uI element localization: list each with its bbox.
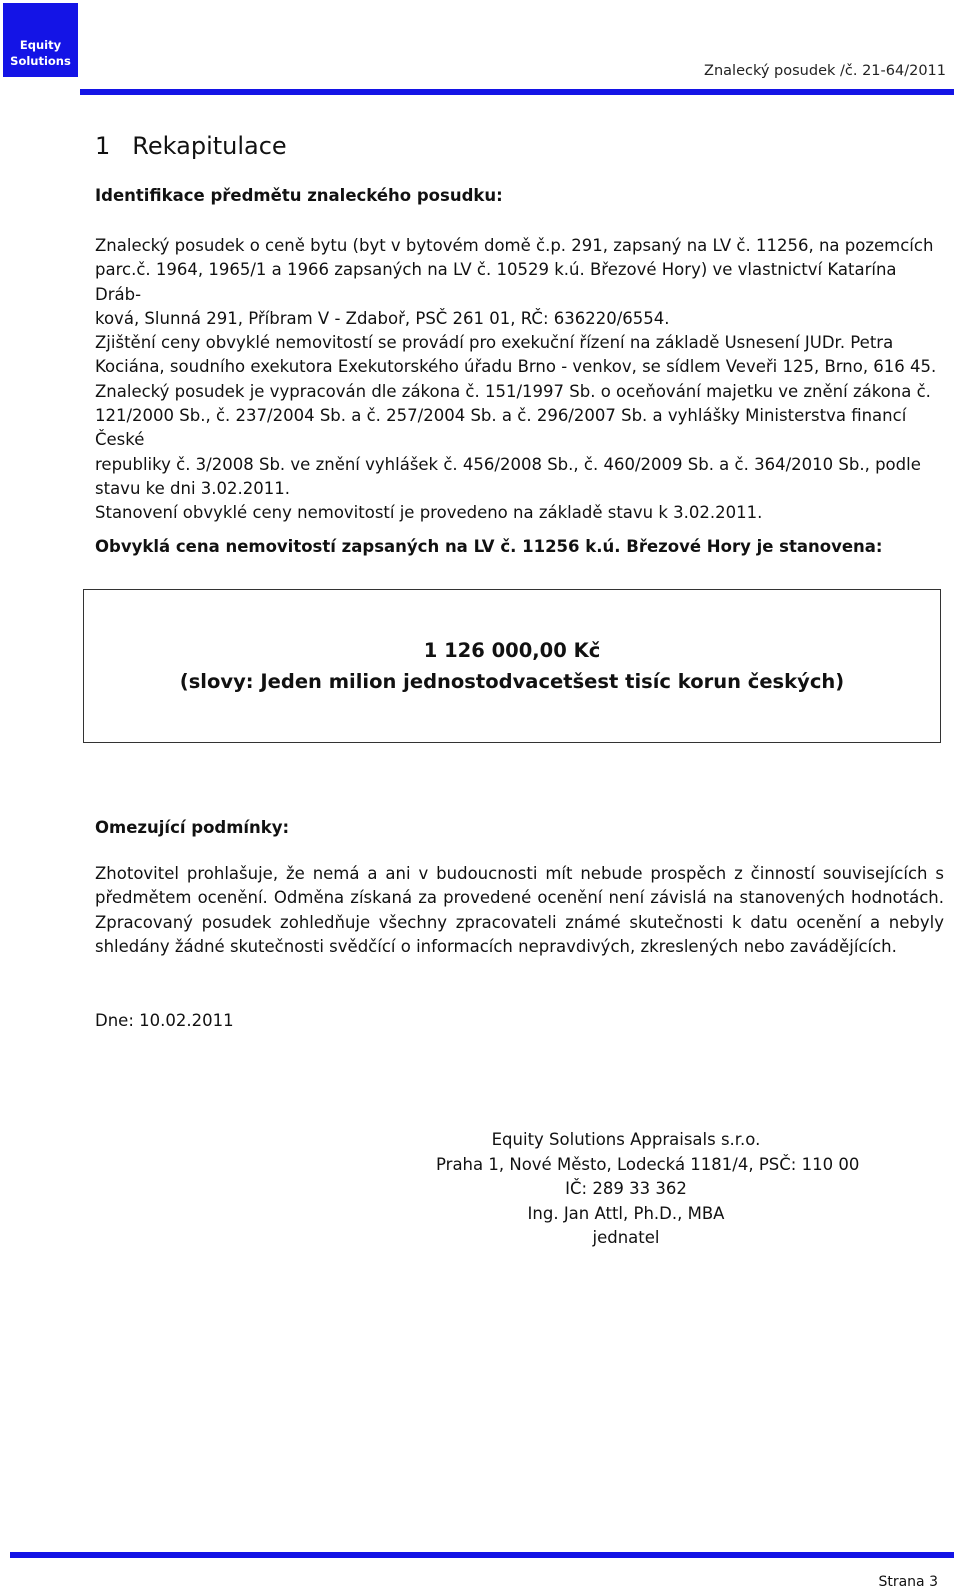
signature-block <box>436 1128 860 1251</box>
signature-ic: IČ: 289 33 362 <box>565 1179 687 1198</box>
section-heading <box>95 132 287 160</box>
identification-line: Znalecký posudek je vypracován dle zákona č. 151/1997 Sb. o oceňování majetku ve znění zákona č. <box>95 381 931 401</box>
identification-line: Kociána, soudního exekutora Exekutorského úřadu Brno - venkov, se sídlem Veveři 125, Brno, 616 45. <box>95 357 937 377</box>
limitations-heading: Omezující podmínky: <box>95 818 290 837</box>
company-logo <box>3 3 78 77</box>
identification-line: ková, Slunná 291, Příbram V - Zdaboř, PSČ 261 01, RČ: 636220/6554. <box>95 308 670 328</box>
signature-address: Praha 1, Nové Město, Lodecká 1181/4, PSČ: 110 00 <box>436 1154 860 1174</box>
limitations-text: Zhotovitel prohlašuje, že nemá a ani v budoucnosti mít nebude prospěch z činností souvisejících s předmětem ocenění. Odměna získaná za provedené ocenění není závislá na stanovených hodnotách. Zpracovaný posudek zohledňuje všechny zpracovateli známé skutečnosti k datu ocenění a nebyly shledány žádné skutečnosti svědčící o informacích nepravdivých, zkreslených nebo zavádějících. <box>95 864 944 956</box>
page-number: Strana 3 <box>878 1574 938 1590</box>
valuation-in-words: (slovy: Jeden milion jednostodvacetšest tisíc korun českých) <box>179 670 845 693</box>
identification-heading: Identifikace předmětu znaleckého posudku: <box>95 186 503 205</box>
logo-line-1: Equity <box>19 38 62 52</box>
identification-line: parc.č. 1964, 1965/1 a 1966 zapsaných na LV č. 10529 k.ú. Březové Hory) ve vlastnictví Katarína Dráb- <box>95 260 897 304</box>
identification-line: Znalecký posudek o ceně bytu (byt v bytovém domě č.p. 291, zapsaný na LV č. 11256, na pozemcích <box>95 236 934 255</box>
signature-company: Equity Solutions Appraisals s.r.o. <box>491 1130 761 1149</box>
header-rule <box>80 89 954 95</box>
logo-line-2: Solutions <box>10 54 71 68</box>
date-line: Dne: 10.02.2011 <box>95 1011 234 1030</box>
section-title: Rekapitulace <box>132 132 287 160</box>
identification-line: Stanovení obvyklé ceny nemovitostí je provedeno na základě stavu k 3.02.2011. <box>95 503 763 523</box>
identification-line: Zjištění ceny obvyklé nemovitostí se provádí pro exekuční řízení na základě Usnesení JUDr. Petra <box>95 333 894 353</box>
footer-rule <box>10 1552 954 1558</box>
identification-text <box>95 234 944 526</box>
identification-line: stavu ke dni 3.02.2011. <box>95 478 290 498</box>
document-reference: Znalecký posudek /č. 21-64/2011 <box>704 63 946 79</box>
valuation-amount: 1 126 000,00 Kč <box>423 639 601 662</box>
identification-line: 121/2000 Sb., č. 237/2004 Sb. a č. 257/2004 Sb. a č. 296/2007 Sb. a vyhlášky Ministerstva financí České <box>95 406 907 450</box>
signature-person: Ing. Jan Attl, Ph.D., MBA <box>527 1203 725 1223</box>
valuation-heading: Obvyklá cena nemovitostí zapsaných na LV č. 11256 k.ú. Březové Hory je stanovena: <box>95 537 883 556</box>
valuation-box <box>83 589 941 743</box>
section-number: 1 <box>95 132 111 160</box>
signature-role: jednatel <box>592 1228 660 1247</box>
identification-line: republiky č. 3/2008 Sb. ve znění vyhlášek č. 456/2008 Sb., č. 460/2009 Sb. a č. 364/2010 Sb., podle <box>95 454 921 474</box>
